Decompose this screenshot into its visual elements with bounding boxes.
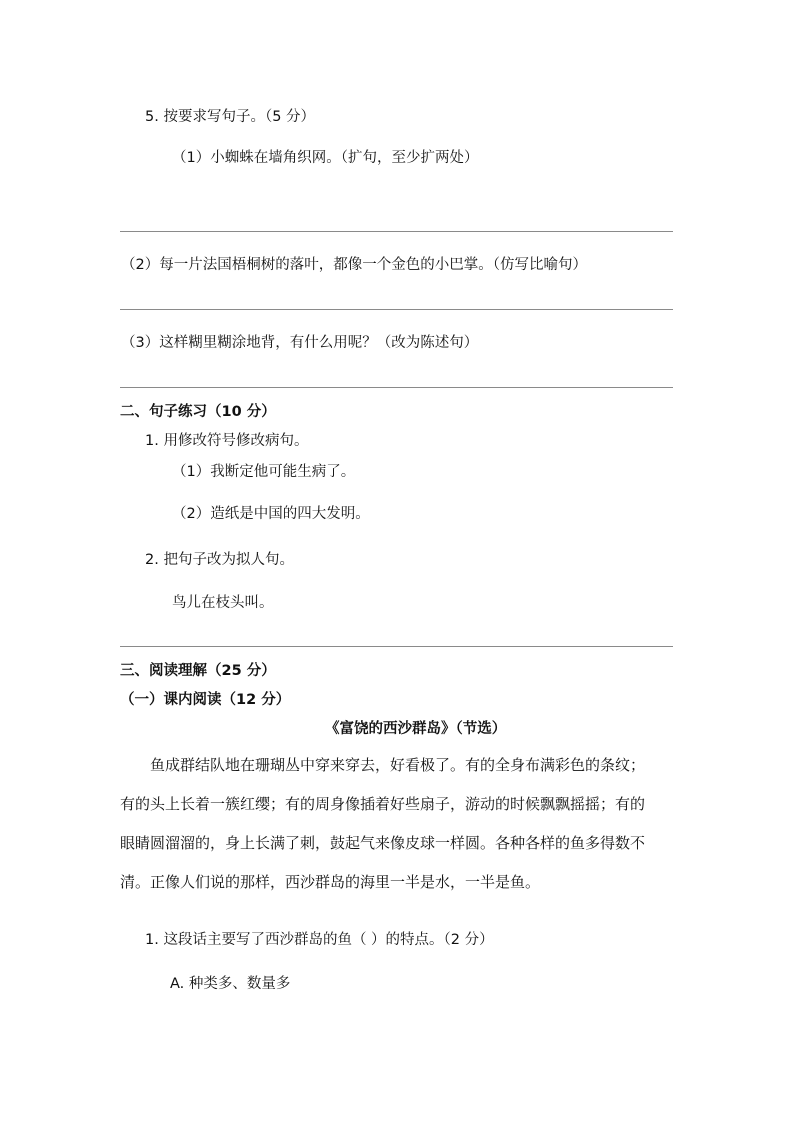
answer-line — [120, 387, 673, 388]
section-2-question-2-sentence: 鸟儿在枝头叫。 — [172, 595, 274, 611]
question-5-title: 5. 按要求写句子。（5 分） — [145, 109, 316, 125]
answer-line — [120, 231, 673, 232]
section-3-title: 三、阅读理解（25 分） — [120, 663, 276, 679]
question-5-item-2: （2）每一片法国梧桐树的落叶，都像一个金色的小巴掌。（仿写比喻句） — [121, 257, 587, 273]
question-5-item-1: （1）小蜘蛛在墙角织网。（扩句，至少扩两处） — [172, 150, 479, 166]
passage-line: 眼睛圆溜溜的，身上长满了刺，鼓起气来像皮球一样圆。各种各样的鱼多得数不 — [120, 834, 646, 852]
question-5-item-3: （3）这样糊里糊涂地背，有什么用呢？（改为陈述句） — [121, 335, 479, 351]
section-2-title: 二、句子练习（10 分） — [120, 404, 276, 420]
reading-question-1-option-a: A. 种类多、数量多 — [170, 976, 291, 992]
section-3-subsection-1: （一）课内阅读（12 分） — [120, 692, 291, 708]
answer-line — [120, 309, 673, 310]
passage-line: 鱼成群结队地在珊瑚丛中穿来穿去，好看极了。有的全身布满彩色的条纹； — [150, 756, 646, 774]
section-2-question-1-b: （2）造纸是中国的四大发明。 — [172, 506, 370, 522]
reading-passage — [120, 746, 675, 902]
answer-line — [120, 646, 673, 647]
reading-question-1: 1. 这段话主要写了西沙群岛的鱼（ ）的特点。（2 分） — [145, 932, 494, 948]
section-2-question-1-a: （1）我断定他可能生病了。 — [172, 464, 356, 480]
passage-line: 清。正像人们说的那样，西沙群岛的海里一半是水，一半是鱼。 — [120, 873, 541, 891]
section-2-question-1: 1. 用修改符号修改病句。 — [145, 433, 309, 449]
section-2-question-2: 2. 把句子改为拟人句。 — [145, 552, 294, 568]
passage-line: 有的头上长着一簇红缨；有的周身像插着好些扇子，游动的时候飘飘摇摇；有的 — [120, 795, 646, 813]
passage-title: 《富饶的西沙群岛》（节选） — [325, 721, 507, 737]
